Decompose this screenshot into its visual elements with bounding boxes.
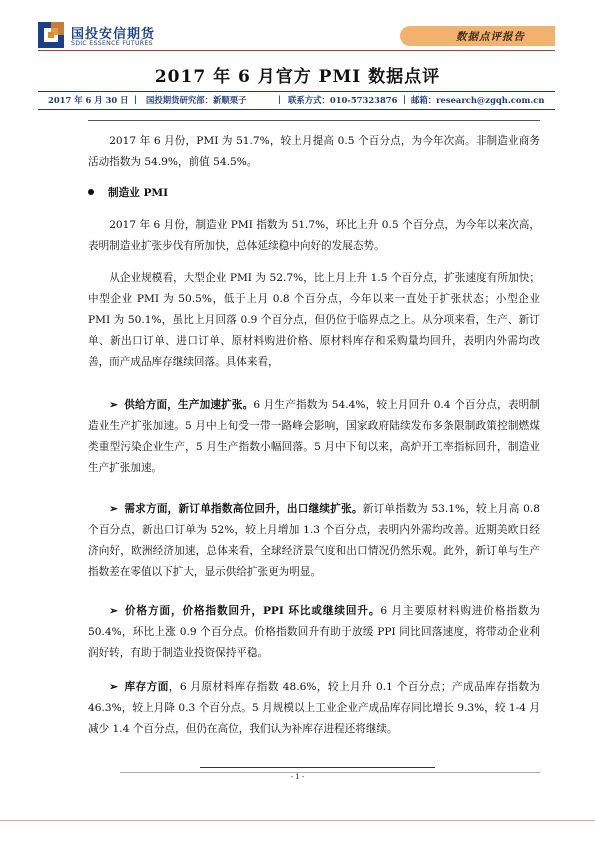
demand-heading: 需求方面，新订单指数高位回升，出口继续扩张。 [124,503,363,515]
content-rule [88,120,540,121]
price-text: 6 月主要原材料购进价格指数为 50.4%，环比上涨 0.9 个百分点。价格指数回升有助于放缓 PPI 同比回落速度，将带动企业利润好转，有助于制造业投资保持平稳。 [88,605,540,659]
enterprise-size-paragraph: 从企业规模看，大型企业 PMI 为 52.7%，比上月上升 1.5 个百分点，扩张速度有所加快；中型企业 PMI 为 50.5%，低于上月 0.8 个百分点，今年以来一直处于扩张状态；小型企业 PMI 为 50.1%，虽比上月回落 0.9 个百分点，但仍位于临界点之上。从分项来看，生产、新订单、新出口订单、进口订单、原材料购进价格、原材料库存和采购量均回升，表明内外需均改善，而产成品库存继续回落。具体来看， [88,272,540,368]
report-type-label: 数据点评报告 [456,31,525,43]
price-heading: 价格方面，价格指数回升，PPI 环比或继续回升。 [124,605,381,617]
report-type-tag [400,26,555,46]
section-heading [88,185,168,200]
supply-text: 6 月生产指数为 54.4%，较上月回升 0.4 个百分点，表明制造业生产扩张加速。5 月中上旬受一带一路峰会影响，国家政府陆续发布多条限制政策控制燃煤类重型污染企业生产，5 月生产指数小幅回落。5 月中下旬以来，高炉开工率指标回升，制造业生产扩张加速。 [88,399,540,474]
company-logo [38,20,168,52]
footer-rule [200,767,435,768]
info-bar [38,91,555,110]
report-date: 2017 年 6 月 30 日 [48,95,129,105]
supply-paragraph [88,395,540,479]
separator: | [134,94,138,104]
inventory-paragraph [88,677,540,740]
arrow-bullet-icon: ➢ [109,681,119,693]
logo-english-name: SDIC ESSENCE FUTURES [71,40,153,47]
inventory-text: ，6 月原材料库存指数 48.6%，较上月升 0.1 个百分点；产成品库存指数为 46.3%，较上月降 0.3 个百分点。5 月规模以上工业企业产成品库存同比增长 9.3%，较 1-4 月减少 1.4 个百分点，但仍在高位，我们认为补库存进程还将继续。 [88,681,541,735]
report-title: 2017 年 6 月官方 PMI 数据点评 [154,67,441,87]
manufacturing-paragraph: 2017 年 6 月份，制造业 PMI 指数为 51.7%，环比上升 0.5 个百分点，为今年以来次高，表明制造业扩张步伐有所加快，总体延续稳中向好的发展态势。 [88,219,540,252]
research-dept: 国投期货研究部：新顺栗子 [146,95,247,105]
page-number: - 1 - [290,773,305,781]
contact-phone: 联系方式：010-57323876 [288,95,398,105]
price-paragraph [88,601,540,664]
arrow-bullet-icon: ➢ [109,503,119,515]
intro-paragraph: 2017 年 6 月份，PMI 为 51.7%，较上月提高 0.5 个百分点，为今年次高。非制造业商务活动指数为 54.9%，前值 54.5%。 [88,135,540,168]
section-heading-label: 制造业 PMI [108,187,169,199]
arrow-bullet-icon: ➢ [109,399,119,411]
supply-heading: 供给方面，生产加速扩张。 [124,399,254,411]
inventory-heading: 库存方面 [124,681,169,693]
sdic-logo-icon [38,22,64,48]
bullet-dot-icon [88,189,94,195]
arrow-bullet-icon: ➢ [109,605,119,617]
bottom-margin-line [0,820,595,821]
separator: | [403,94,407,104]
header-rule [38,50,555,51]
demand-text: 新订单指数为 53.1%，较上月高 0.8 个百分点，新出口订单为 52%，较上月增加 1.3 个百分点，表明内外需均改善。近期美欧日经济向好，欧洲经济加速，总体来看，全球经济景气度和出口情况仍然乐观。此外，新订单与生产指数差在零值以下扩大，显示供给扩张更为明显。 [88,503,540,578]
demand-paragraph [88,499,540,583]
separator: | [278,94,282,104]
contact-email: 邮箱：research@zgqh.com.cn [411,95,545,105]
logo-chinese-name: 国投安信期货 [71,27,156,42]
